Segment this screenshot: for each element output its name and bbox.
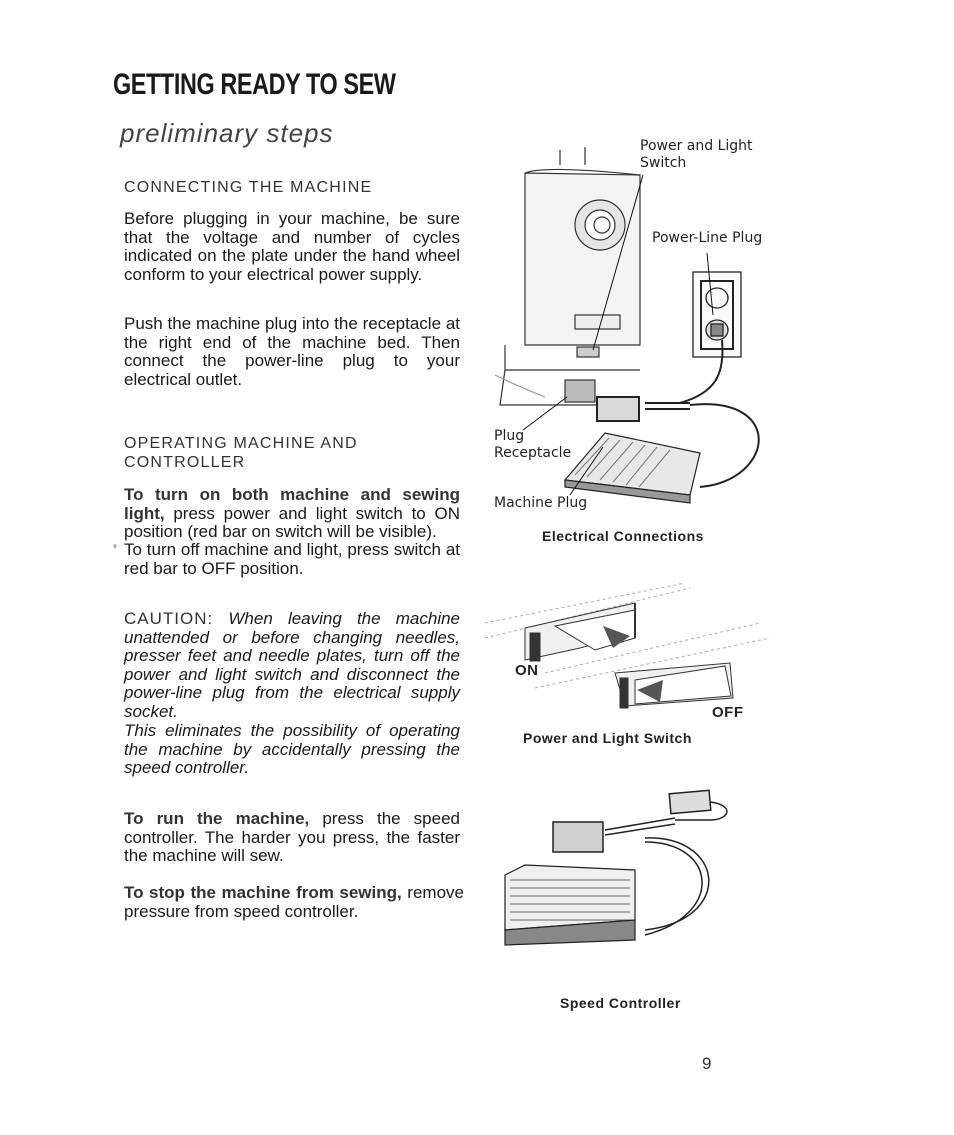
paragraph-turn-on bbox=[124, 486, 460, 542]
caption-electrical-connections: Electrical Connections bbox=[542, 528, 704, 544]
paragraph-turn-off bbox=[113, 540, 460, 578]
label-plug-receptacle-line2: Receptacle bbox=[494, 445, 572, 461]
run-text: press the speed controller. The harder you press, the faster the machine will sew. bbox=[124, 809, 460, 865]
electrical-connections-illustration bbox=[485, 135, 785, 525]
label-plug-receptacle-line1: Plug bbox=[494, 428, 525, 444]
sewing-machine-drawing bbox=[495, 147, 640, 405]
caption-power-light-switch: Power and Light Switch bbox=[523, 730, 692, 746]
paragraph-stop bbox=[124, 884, 464, 921]
controller-pedal-drawing bbox=[505, 865, 635, 945]
page-title: GETTING READY TO SEW bbox=[113, 68, 396, 101]
turn-on-bold: To turn on both machine and sewing light, bbox=[124, 485, 460, 523]
paragraph-run bbox=[124, 810, 460, 866]
caution-text: When leaving the machine unattended or before changing needles, presser feet and needle plates, turn off the power and light switch and disconnect the power-line plug from the electrical supply socket. bbox=[124, 609, 460, 721]
page-number: 9 bbox=[702, 1054, 712, 1073]
caution-block bbox=[124, 610, 460, 721]
caption-speed-controller: Speed Controller bbox=[560, 995, 681, 1011]
speed-controller-drawing bbox=[565, 433, 700, 503]
label-power-line-plug: Power-Line Plug bbox=[652, 230, 763, 246]
speed-controller-illustration bbox=[495, 780, 745, 970]
turn-off-text: To turn off machine and light, press switch at red bar to OFF position. bbox=[124, 540, 460, 578]
label-power-switch-line2: Switch bbox=[640, 155, 687, 171]
page-subtitle: preliminary steps bbox=[120, 118, 334, 148]
caution-label: CAUTION: bbox=[124, 609, 214, 628]
paragraph-plug: Push the machine plug into the receptacle at the right end of the machine bed. Then connect the power-line plug to your electrical outlet. bbox=[124, 314, 460, 389]
caution-explanation bbox=[124, 722, 460, 778]
power-switch-illustration bbox=[485, 578, 770, 718]
caution-explanation-text: This eliminates the possibility of operating the machine by accidentally pressing the speed controller. bbox=[124, 721, 460, 777]
section-heading-operating bbox=[124, 434, 358, 472]
stop-bold: To stop the machine from sewing, bbox=[124, 883, 402, 902]
stop-text: remove pressure from speed controller. bbox=[124, 883, 464, 921]
label-power-switch bbox=[640, 138, 753, 172]
section-heading-operating-line1: OPERATING MACHINE AND bbox=[124, 435, 358, 452]
label-plug-receptacle bbox=[494, 428, 571, 462]
paragraph-voltage: Before plugging in your machine, be sure that the voltage and number of cycles indicated on the plate under the hand wheel conform to your electrical power supply. bbox=[124, 209, 460, 284]
switch-panel-drawing bbox=[485, 583, 770, 708]
section-heading-operating-line2: CONTROLLER bbox=[124, 454, 246, 471]
turn-on-text: press power and light switch to ON position (red bar on switch will be visible). bbox=[124, 503, 460, 541]
bullet-mark: ° bbox=[113, 544, 117, 555]
label-switch-off: OFF bbox=[712, 704, 744, 721]
label-switch-on: ON bbox=[515, 662, 539, 679]
run-bold: To run the machine, bbox=[124, 809, 310, 828]
label-machine-plug: Machine Plug bbox=[494, 495, 588, 511]
wall-outlet-drawing bbox=[693, 272, 741, 357]
label-power-switch-line1: Power and Light bbox=[640, 138, 753, 154]
section-heading-connecting: CONNECTING THE MACHINE bbox=[124, 179, 373, 196]
